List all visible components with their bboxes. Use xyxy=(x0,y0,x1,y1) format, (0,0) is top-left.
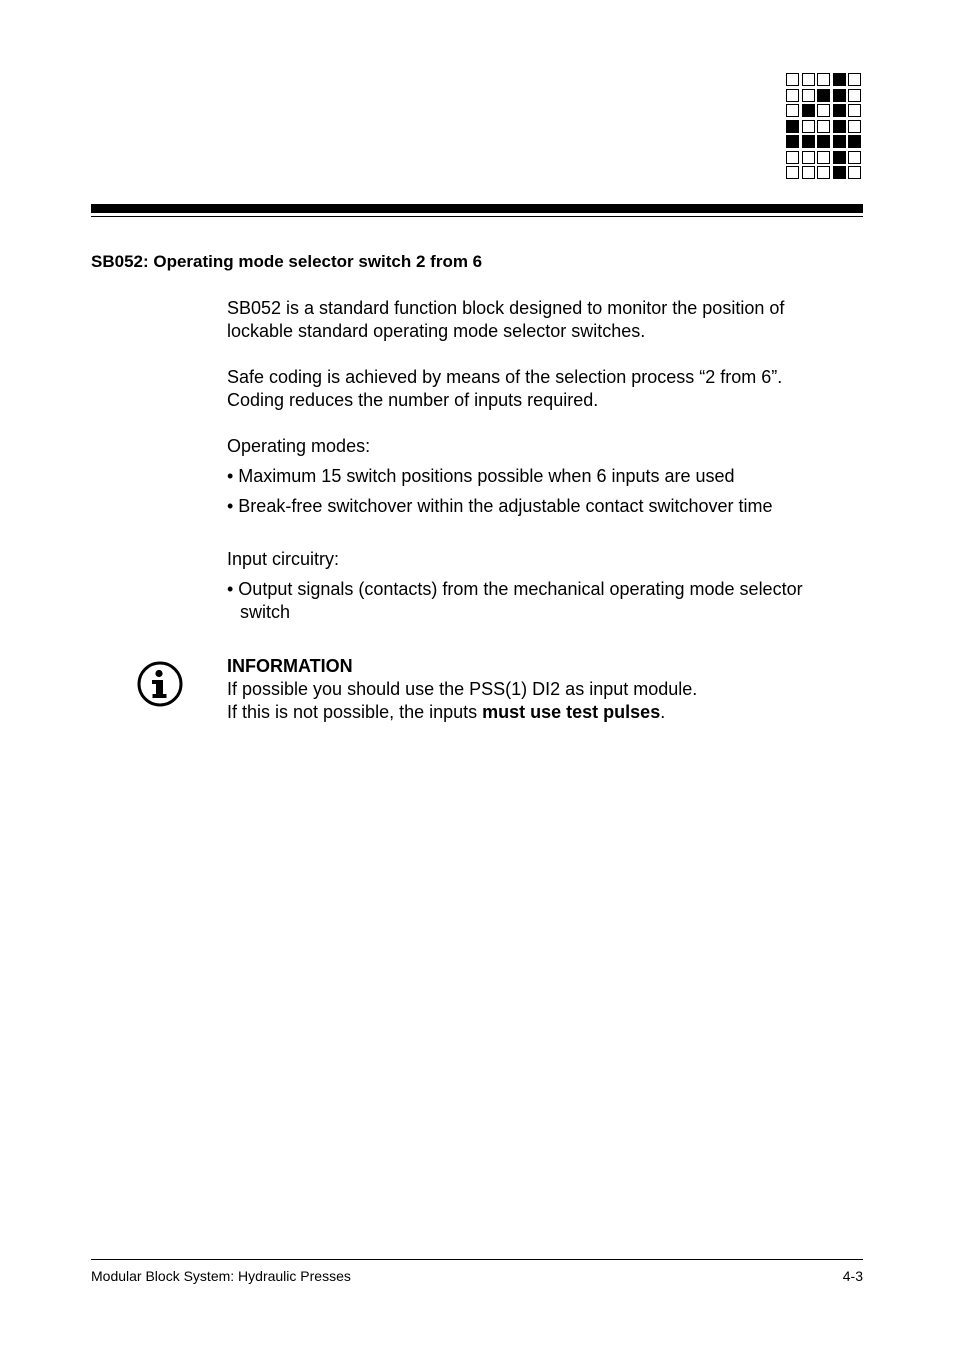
logo-cell xyxy=(833,151,846,164)
logo-cell xyxy=(848,104,861,117)
header-rule-thin xyxy=(91,216,863,217)
operating-mode-item: • Maximum 15 switch positions possible when 6 inputs are used xyxy=(227,466,735,486)
logo-cell xyxy=(833,73,846,86)
operating-mode-item: • Break-free switchover within the adjustable contact switchover time xyxy=(227,496,773,516)
input-circuitry-item xyxy=(227,578,867,624)
logo-cell xyxy=(848,135,861,148)
input-circuitry-label: Input circuitry: xyxy=(227,549,340,569)
input-circuitry-line-2: switch xyxy=(240,602,291,622)
intro-line-1: SB052 is a standard function block designed to monitor the position of xyxy=(227,298,785,318)
operating-modes-label: Operating modes: xyxy=(227,436,371,456)
information-line-2 xyxy=(227,701,867,724)
logo-cell xyxy=(833,166,846,179)
logo-cell xyxy=(786,73,799,86)
information-title: INFORMATION xyxy=(227,656,353,676)
logo-cell xyxy=(786,135,799,148)
body-text xyxy=(227,297,867,631)
coding-paragraph xyxy=(227,366,867,412)
coding-line-2: Coding reduces the number of inputs required. xyxy=(227,390,599,410)
logo-cell xyxy=(802,89,815,102)
information-block xyxy=(227,655,867,724)
logo-cell xyxy=(786,151,799,164)
intro-paragraph xyxy=(227,297,867,343)
footer-title: Modular Block System: Hydraulic Presses xyxy=(91,1268,351,1284)
logo-cell xyxy=(833,89,846,102)
logo-cell xyxy=(817,104,830,117)
logo-cell xyxy=(848,120,861,133)
logo-cell xyxy=(848,151,861,164)
logo-cell xyxy=(802,104,815,117)
header-rule-thick xyxy=(91,204,863,213)
logo-cell xyxy=(786,120,799,133)
logo-cell xyxy=(817,89,830,102)
logo-cell xyxy=(802,73,815,86)
logo-cell xyxy=(817,135,830,148)
logo-cell xyxy=(802,166,815,179)
logo-cell xyxy=(833,135,846,148)
logo-cell xyxy=(817,73,830,86)
logo-cell xyxy=(848,89,861,102)
logo-cell xyxy=(833,104,846,117)
logo-cell xyxy=(786,166,799,179)
information-line-1: If possible you should use the PSS(1) DI2 as input module. xyxy=(227,679,698,699)
logo-cell xyxy=(833,120,846,133)
logo-cell xyxy=(817,166,830,179)
footer-rule xyxy=(91,1259,863,1260)
logo-grid xyxy=(786,73,861,179)
information-line-2-suffix: . xyxy=(660,702,666,722)
section-title: SB052: Operating mode selector switch 2 from 6 xyxy=(91,252,483,271)
logo-cell xyxy=(848,73,861,86)
logo-cell xyxy=(802,135,815,148)
info-icon xyxy=(136,660,184,708)
information-line-2-prefix: If this is not possible, the inputs xyxy=(227,702,483,722)
logo-cell xyxy=(817,151,830,164)
input-circuitry-line-1: • Output signals (contacts) from the mechanical operating mode selector xyxy=(227,579,803,599)
logo-cell xyxy=(848,166,861,179)
coding-line-1: Safe coding is achieved by means of the selection process “2 from 6”. xyxy=(227,367,783,387)
logo-cell xyxy=(802,120,815,133)
logo-cell xyxy=(786,104,799,117)
logo-cell xyxy=(817,120,830,133)
information-emphasis: must use test pulses xyxy=(482,702,661,722)
page-number: 4-3 xyxy=(842,1268,863,1284)
logo-cell xyxy=(786,89,799,102)
intro-line-2: lockable standard operating mode selector switches. xyxy=(227,321,646,341)
logo-cell xyxy=(802,151,815,164)
